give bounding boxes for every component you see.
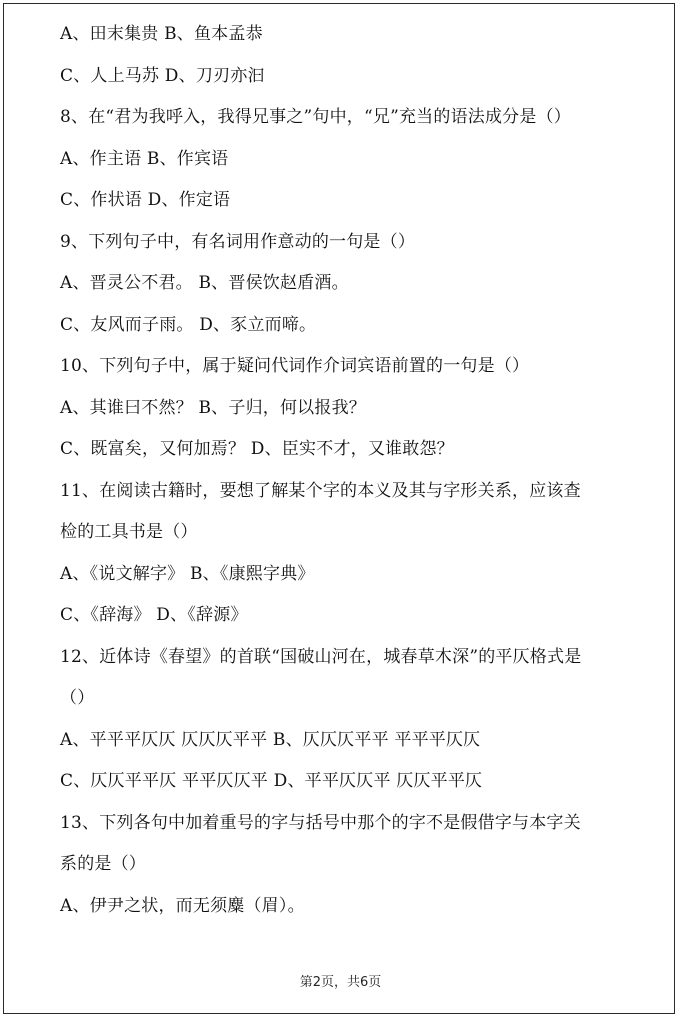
question-10: 10、下列句子中，属于疑问代词作介词宾语前置的一句是（） <box>60 356 530 376</box>
option-line: C、作状语 D、作定语 <box>60 190 231 210</box>
question-12: 12、近体诗《春望》的首联“国破山河在，城春草木深”的平仄格式是 <box>60 646 582 667</box>
question-13-continued: 系的是（） <box>60 854 146 874</box>
option-line: C、仄仄平平仄 平平仄仄平 D、平平仄仄平 仄仄平平仄 <box>60 771 483 791</box>
question-13: 13、下列各句中加着重号的字与括号中那个的字不是假借字与本字关 <box>60 812 581 833</box>
question-11-continued: 检的工具书是（） <box>60 522 198 542</box>
option-line: A、晋灵公不君。 B、晋侯饮赵盾酒。 <box>60 273 349 293</box>
question-8: 8、在“君为我呼入，我得兄事之”句中，“兄”充当的语法成分是（） <box>60 107 571 127</box>
option-line: C、友风而子雨。 D、豕立而啼。 <box>60 314 317 335</box>
option-line: C、《辞海》 D、《辞源》 <box>60 605 248 625</box>
option-line: A、作主语 B、作宾语 <box>60 148 229 169</box>
option-line: A、平平平仄仄 仄仄仄平平 B、仄仄仄平平 平平平仄仄 <box>60 729 481 750</box>
page-number: 第2页，共6页 <box>299 975 382 990</box>
question-11: 11、在阅读古籍时，要想了解某个字的本义及其与字形关系，应该查 <box>60 480 581 501</box>
option-line: A、其谁曰不然？ B、子归，何以报我？ <box>60 397 366 418</box>
option-line: A、伊尹之状，而无须麋（眉）。 <box>60 895 305 916</box>
question-12-continued: （） <box>60 688 95 708</box>
option-line: C、人上马苏 D、刀刃亦汩 <box>60 65 265 86</box>
option-line: A、《说文解字》 B、《康熙字典》 <box>60 563 315 584</box>
question-9: 9、下列句子中，有名词用作意动的一句是（） <box>60 231 416 252</box>
document-body <box>60 14 620 927</box>
option-line: C、既富矣，又何加焉？ D、臣实不才，又谁敢怨？ <box>60 439 454 459</box>
option-line: A、田末集贵 B、鱼本孟恭 <box>60 24 263 44</box>
